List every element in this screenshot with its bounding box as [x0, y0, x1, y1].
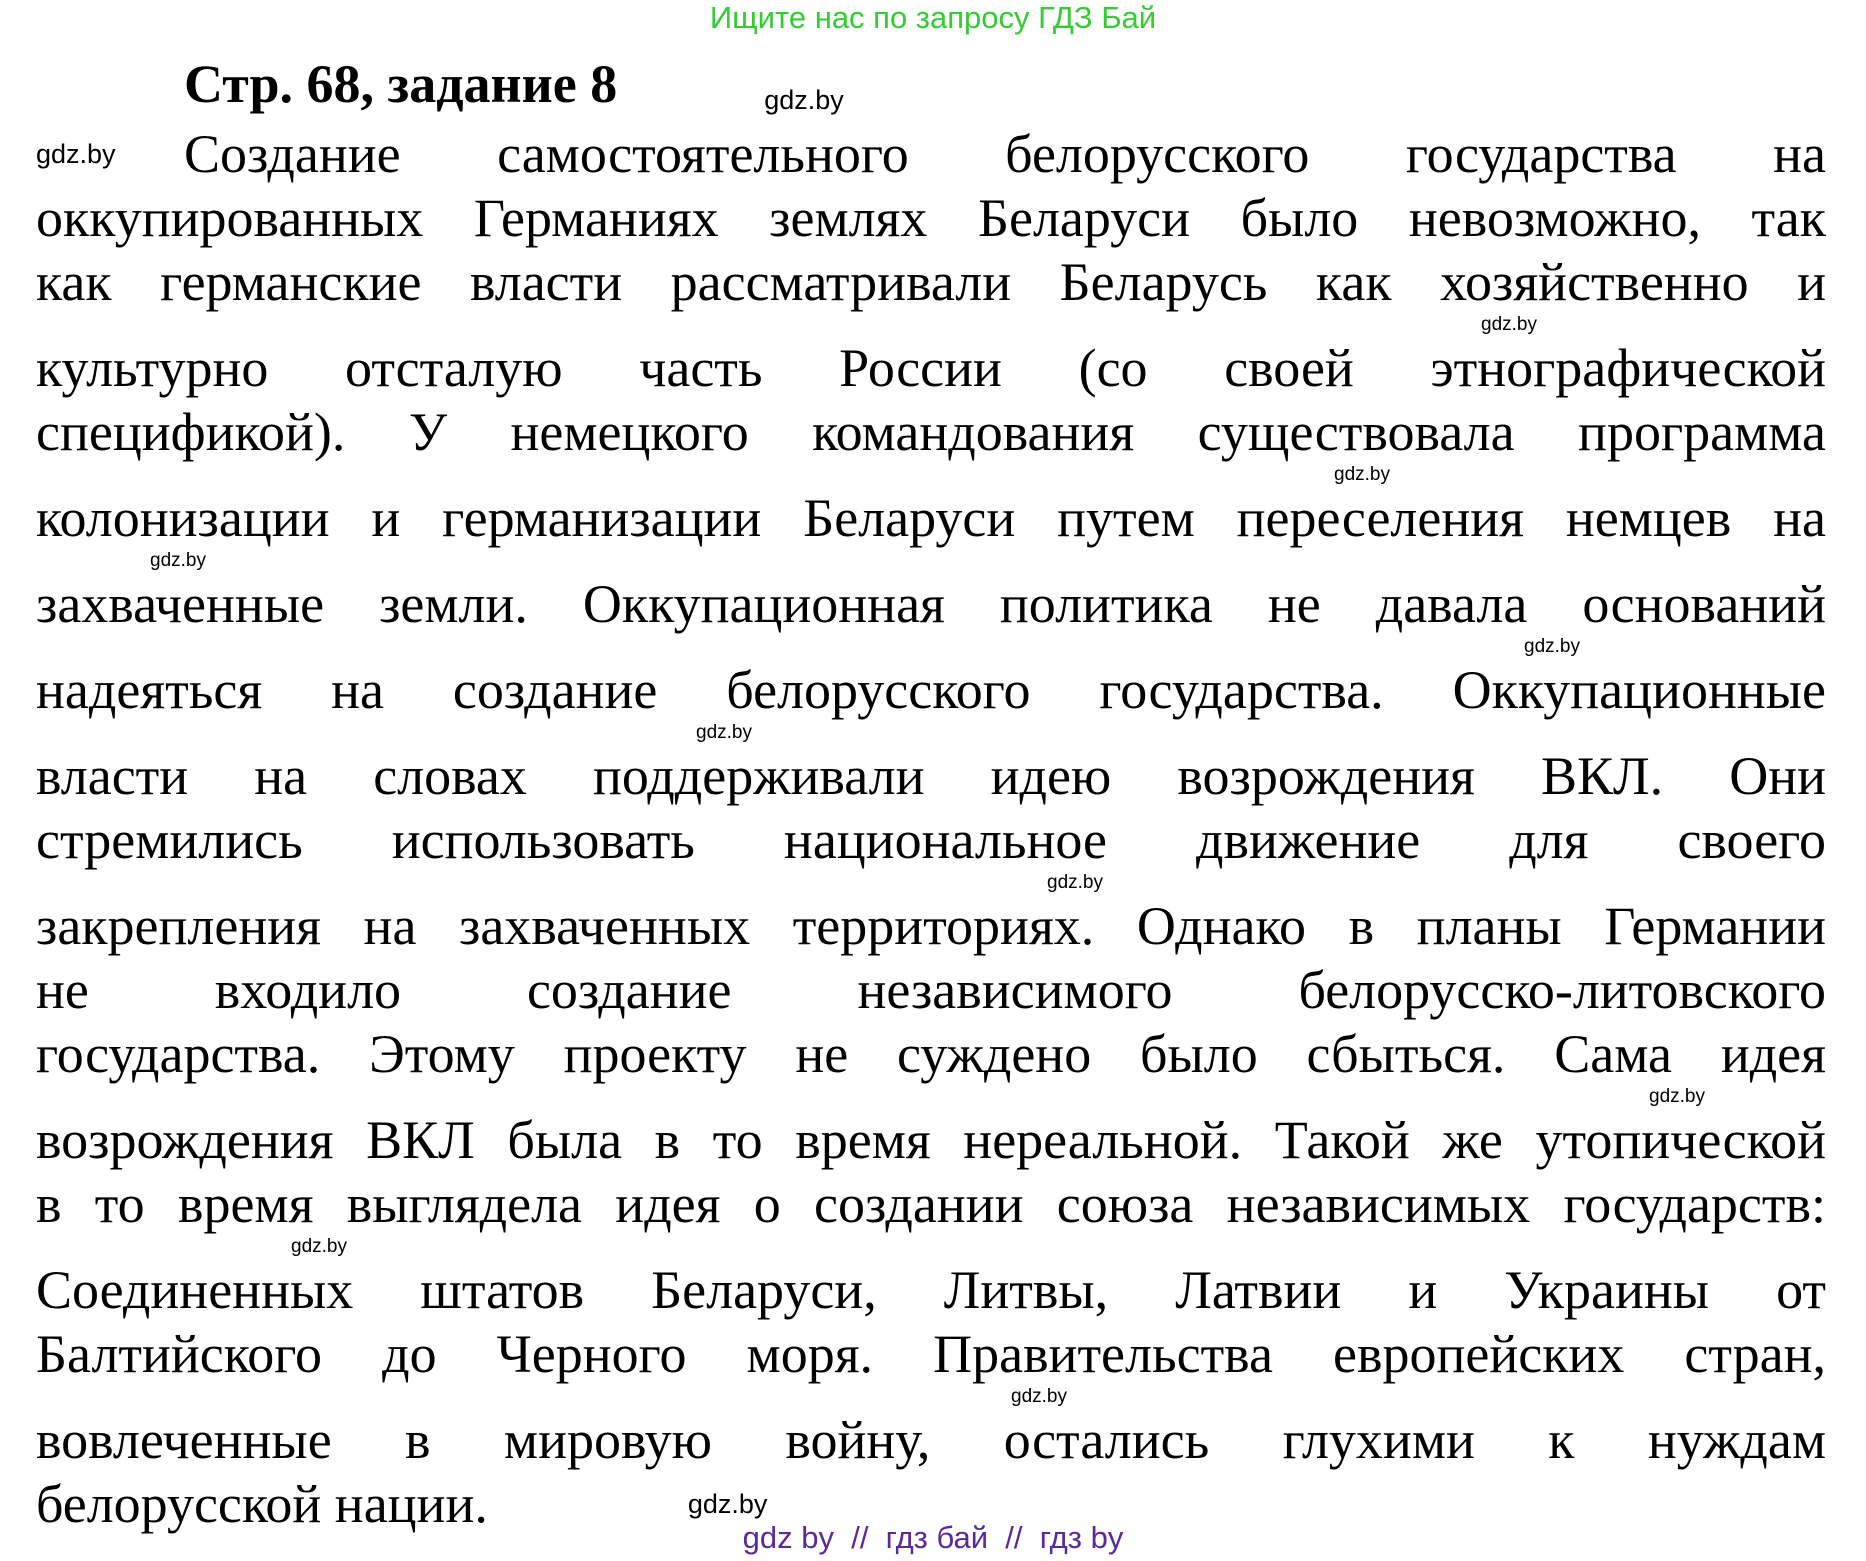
footer-links: gdz by // гдз бай // гдз by: [742, 1520, 1124, 1555]
text-line: надеяться на создание белорусского государства. Оккупационные: [36, 660, 1826, 720]
first-line-row: [36, 122, 1826, 186]
text-line: оккупированных Германиях землях Беларуси было невозможно, так: [36, 188, 1826, 248]
watermark: gdz.by: [291, 1236, 347, 1257]
watermark: gdz.by: [696, 722, 752, 743]
watermark: gdz.by: [1011, 1386, 1067, 1407]
watermark: gdz.by: [1481, 314, 1537, 335]
text-line: в то время выглядела идея о создании союза независимых государств:: [36, 1174, 1826, 1234]
watermark: gdz.by: [36, 139, 116, 169]
title-row: [184, 52, 844, 116]
text-line: колонизации и германизации Беларуси путем переселения немцев на: [36, 488, 1826, 548]
text-line: как германские власти рассматривали Беларусь как хозяйственно и: [36, 252, 1826, 312]
text-line: Соединенных штатов Беларуси, Литвы, Латвии и Украины от: [36, 1260, 1826, 1320]
watermark: gdz.by: [1334, 464, 1390, 485]
answer-text: [36, 122, 1826, 1536]
watermark: gdz.by: [1649, 1086, 1705, 1107]
text-line: культурно отсталую часть России (со своей этнографической: [36, 338, 1826, 398]
text-line: Создание самостоятельного белорусского государства на: [184, 124, 1826, 184]
text-line: Балтийского до Черного моря. Правительства европейских стран,: [36, 1324, 1826, 1384]
text-line: захваченные земли. Оккупационная политика не давала оснований: [36, 574, 1826, 634]
text-line: не входило создание независимого белорусско-литовского: [36, 960, 1826, 1020]
watermark: gdz.by: [1524, 636, 1580, 657]
watermark: gdz.by: [150, 550, 206, 571]
text-line: белорусской нации.: [36, 1474, 488, 1534]
page-title: Стр. 68, задание 8: [184, 54, 618, 114]
promo-header: Ищите нас по запросу ГДЗ Бай: [709, 0, 1157, 35]
watermark: gdz.by: [764, 85, 844, 115]
text-line: власти на словах поддерживали идею возрождения ВКЛ. Они: [36, 746, 1826, 806]
text-line: государства. Этому проекту не суждено было сбыться. Сама идея: [36, 1024, 1826, 1084]
text-line: вовлеченные в мировую войну, остались глухими к нуждам: [36, 1410, 1826, 1470]
watermark: gdz.by: [687, 1489, 768, 1519]
text-line: закрепления на захваченных территориях. Однако в планы Германии: [36, 896, 1826, 956]
text-line: возрождения ВКЛ была в то время нереальной. Такой же утопической: [36, 1110, 1826, 1170]
text-line: стремились использовать национальное движение для своего: [36, 810, 1826, 870]
watermark: gdz.by: [1047, 872, 1103, 893]
text-line: спецификой). У немецкого командования существовала программа: [36, 402, 1826, 462]
